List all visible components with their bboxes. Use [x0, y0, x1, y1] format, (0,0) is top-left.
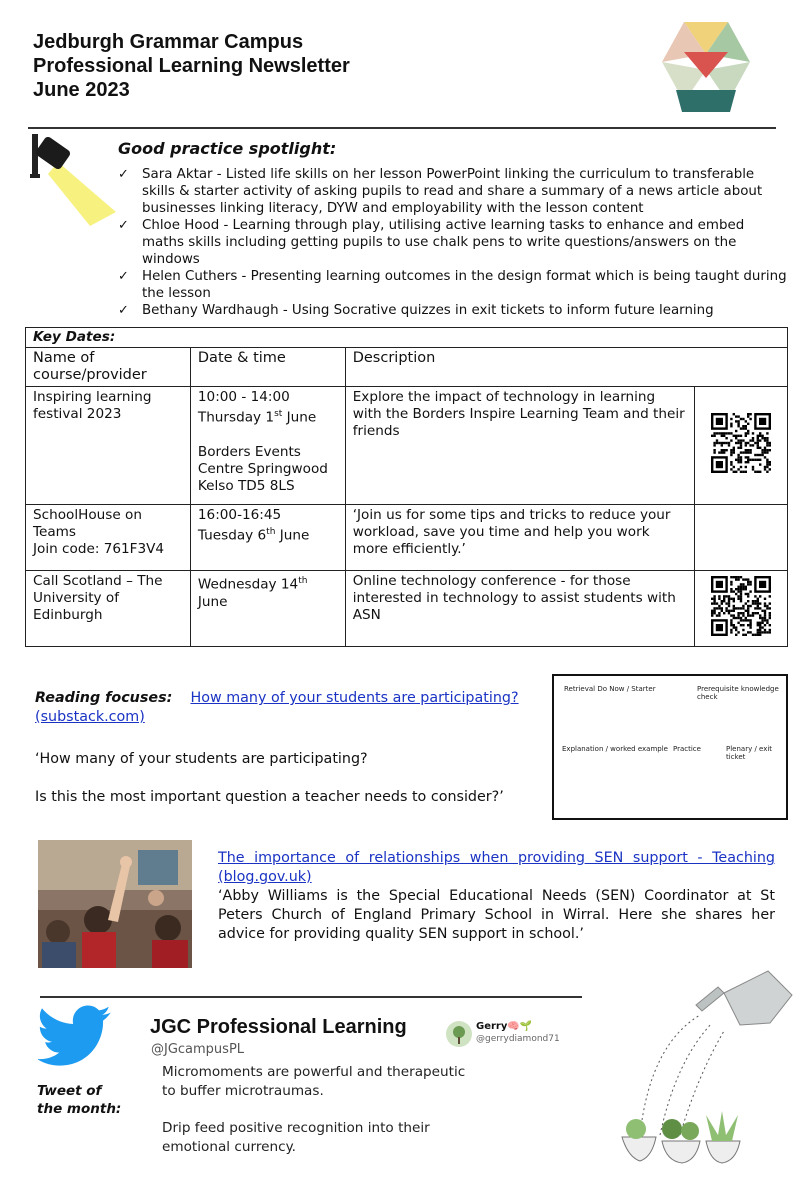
- column-header: Name of course/provider: [26, 348, 191, 387]
- qr-code-icon[interactable]: [711, 576, 771, 636]
- spotlight-title: Good practice spotlight:: [118, 139, 337, 158]
- tweet-label: Tweet of the month:: [37, 1083, 122, 1117]
- avatar: [445, 1020, 473, 1048]
- newsletter-title: Professional Learning Newsletter: [33, 55, 350, 77]
- column-header: Date & time: [190, 348, 345, 387]
- sen-article: [218, 849, 775, 944]
- newsletter-date: June 2023: [33, 79, 130, 101]
- column-header: Description: [345, 348, 787, 387]
- tweet-divider: [40, 996, 582, 998]
- school-name: Jedburgh Grammar Campus: [33, 31, 304, 53]
- check-icon: ✓: [118, 167, 129, 182]
- tweet-author-name: Gerry🧠🌱: [476, 1021, 533, 1032]
- tweet-author-handle: @gerrydiamond71: [476, 1034, 560, 1044]
- list-item: ✓ Bethany Wardhaugh - Using Socrative quizzes in exit tickets to inform future learning: [118, 303, 714, 318]
- table-row: Inspiring learning festival 2023 10:00 - 14:00 Thursday 1st June Borders Events Centre Springwood Kelso TD5 8LS Explore the impact of technology in learning with the Borders Inspire Learning Team and their friends: [26, 387, 788, 505]
- newsletter-header: [33, 30, 350, 102]
- reading-link[interactable]: How many of your students are participating? (substack.com): [35, 690, 519, 725]
- sen-quote: ‘Abby Williams is the Special Educational Needs (SEN) Coordinator at St Peters Church of England Primary School in Wirral. Here she shares her advice for providing quality SEN support in school.’: [218, 888, 775, 942]
- key-dates-caption: Key Dates:: [26, 328, 788, 348]
- list-item: ✓ Chloe Hood - Learning through play, utilising active learning tasks to enhance and embed maths skills including getting pupils to use chalk pens to write questions/answers on the windows: [118, 218, 745, 267]
- spotlight-icon: [28, 130, 120, 230]
- lesson-structure-image: Retrieval Do Now / Starter Prerequisite knowledge check Explanation / worked example Practice Plenary / exit ticket: [552, 674, 788, 820]
- key-dates-table: [25, 327, 788, 647]
- spotlight-list: [118, 166, 788, 319]
- reading-label: Reading focuses:: [35, 690, 173, 706]
- twitter-bird-icon: [38, 1004, 112, 1068]
- school-logo: [650, 12, 762, 118]
- sen-link[interactable]: The importance of relationships when providing SEN support - Teaching (blog.gov.uk): [218, 850, 775, 885]
- list-item: ✓ Sara Aktar - Listed life skills on her lesson PowerPoint linking the curriculum to transferable skills & starter activity of asking pupils to read and share a summary of a news article about businesses linking literacy, DYW and employability with the lesson content: [118, 167, 763, 216]
- tweet-account-name: JGC Professional Learning: [150, 1016, 407, 1038]
- tweet-body: Micromoments are powerful and therapeutic to buffer microtraumas. Drip feed positive recognition into their emotional currency.: [162, 1064, 466, 1155]
- check-icon: ✓: [118, 269, 129, 284]
- reading-quote-line1: ‘How many of your students are participating?: [35, 751, 368, 767]
- table-row: Call Scotland – The University of Edinburgh Wednesday 14th June Online technology conference - for those interested in technology to assist students with ASN: [26, 571, 788, 647]
- watering-can-illustration: [600, 965, 798, 1175]
- reading-quote-line2: Is this the most important question a teacher needs to consider?’: [35, 789, 504, 805]
- list-item: ✓ Helen Cuthers - Presenting learning outcomes in the design format which is being taught during the lesson: [118, 269, 787, 301]
- check-icon: ✓: [118, 218, 129, 233]
- reading-focus: [35, 689, 535, 727]
- check-icon: ✓: [118, 303, 129, 318]
- header-divider: [28, 127, 776, 129]
- qr-code-icon[interactable]: [711, 413, 771, 473]
- table-row: SchoolHouse on Teams Join code: 761F3V4 16:00-16:45 Tuesday 6th June ‘Join us for some tips and tricks to reduce your workload, save you time and help you work more efficiently.’: [26, 505, 788, 571]
- classroom-photo: [38, 840, 192, 968]
- tweet-account-handle: @JGcampusPL: [151, 1042, 245, 1057]
